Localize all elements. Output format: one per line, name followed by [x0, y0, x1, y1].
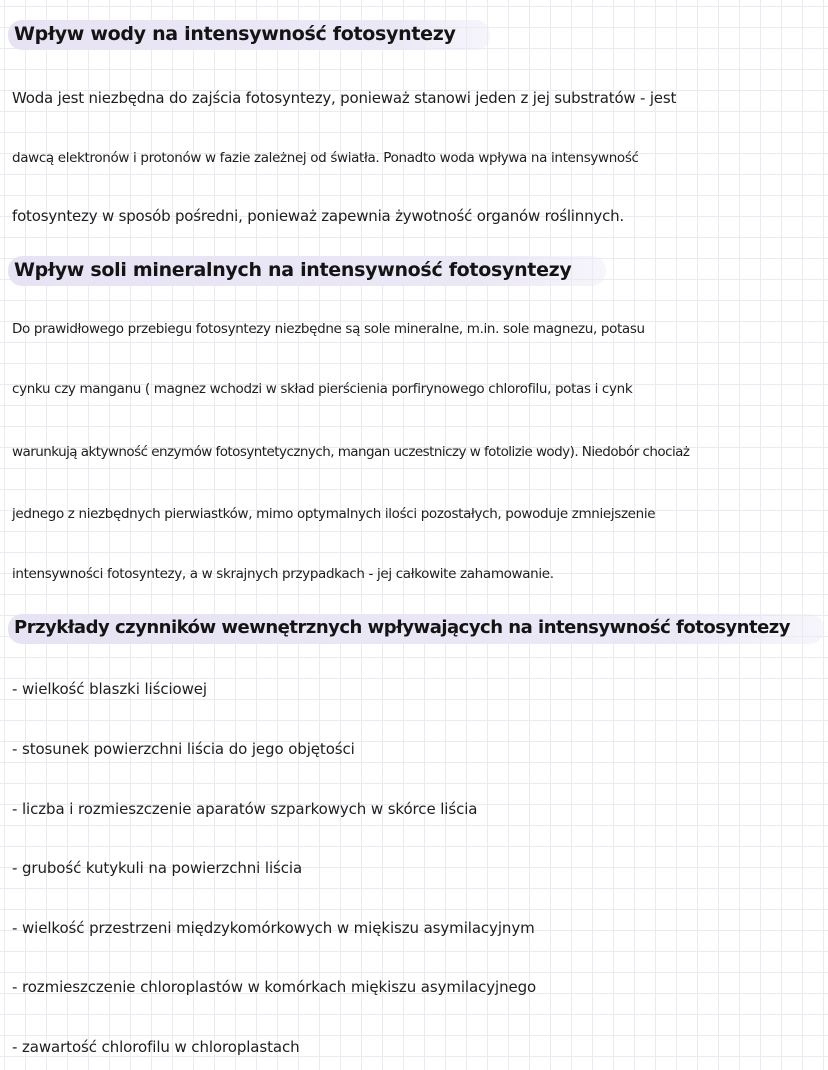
list-item: - stosunek powierzchni liścia do jego objętości: [12, 740, 355, 758]
text-line: dawcą elektronów i protonów w fazie zależnej od światła. Ponadto woda wpływa na intensywność: [12, 150, 639, 166]
text-line: fotosyntezy w sposób pośredni, ponieważ zapewnia żywotność organów roślinnych.: [12, 207, 624, 225]
list-item: - liczba i rozmieszczenie aparatów szparkowych w skórce liścia: [12, 800, 478, 818]
text-line: warunkują aktywność enzymów fotosyntetycznych, mangan uczestniczy w fotolizie wody). Niedobór chociaż: [12, 444, 690, 460]
text-line: Woda jest niezbędna do zajścia fotosyntezy, ponieważ stanowi jeden z jej substratów - jest: [12, 89, 677, 107]
list-item: - wielkość blaszki liściowej: [12, 680, 207, 698]
section-heading-internal-factors: Przykłady czynników wewnętrznych wpływających na intensywność fotosyntezy: [8, 614, 824, 644]
list-item: - rozmieszczenie chloroplastów w komórkach miękiszu asymilacyjnego: [12, 978, 537, 996]
section-heading-minerals: Wpływ soli mineralnych na intensywność fotosyntezy: [8, 256, 606, 286]
section-heading-water: Wpływ wody na intensywność fotosyntezy: [8, 20, 490, 50]
list-item: - zawartość chlorofilu w chloroplastach: [12, 1038, 300, 1056]
list-item: - wielkość przestrzeni międzykomórkowych w miękiszu asymilacyjnym: [12, 919, 535, 937]
text-line: cynku czy manganu ( magnez wchodzi w skład pierścienia porfirynowego chlorofilu, potas i cynk: [12, 381, 633, 397]
text-line: jednego z niezbędnych pierwiastków, mimo optymalnych ilości pozostałych, powoduje zmniejszenie: [12, 506, 656, 522]
list-item: - grubość kutykuli na powierzchni liścia: [12, 859, 303, 877]
text-line: intensywności fotosyntezy, a w skrajnych przypadkach - jej całkowite zahamowanie.: [12, 566, 554, 582]
text-line: Do prawidłowego przebiegu fotosyntezy niezbędne są sole mineralne, m.in. sole magnezu, potasu: [12, 321, 645, 337]
